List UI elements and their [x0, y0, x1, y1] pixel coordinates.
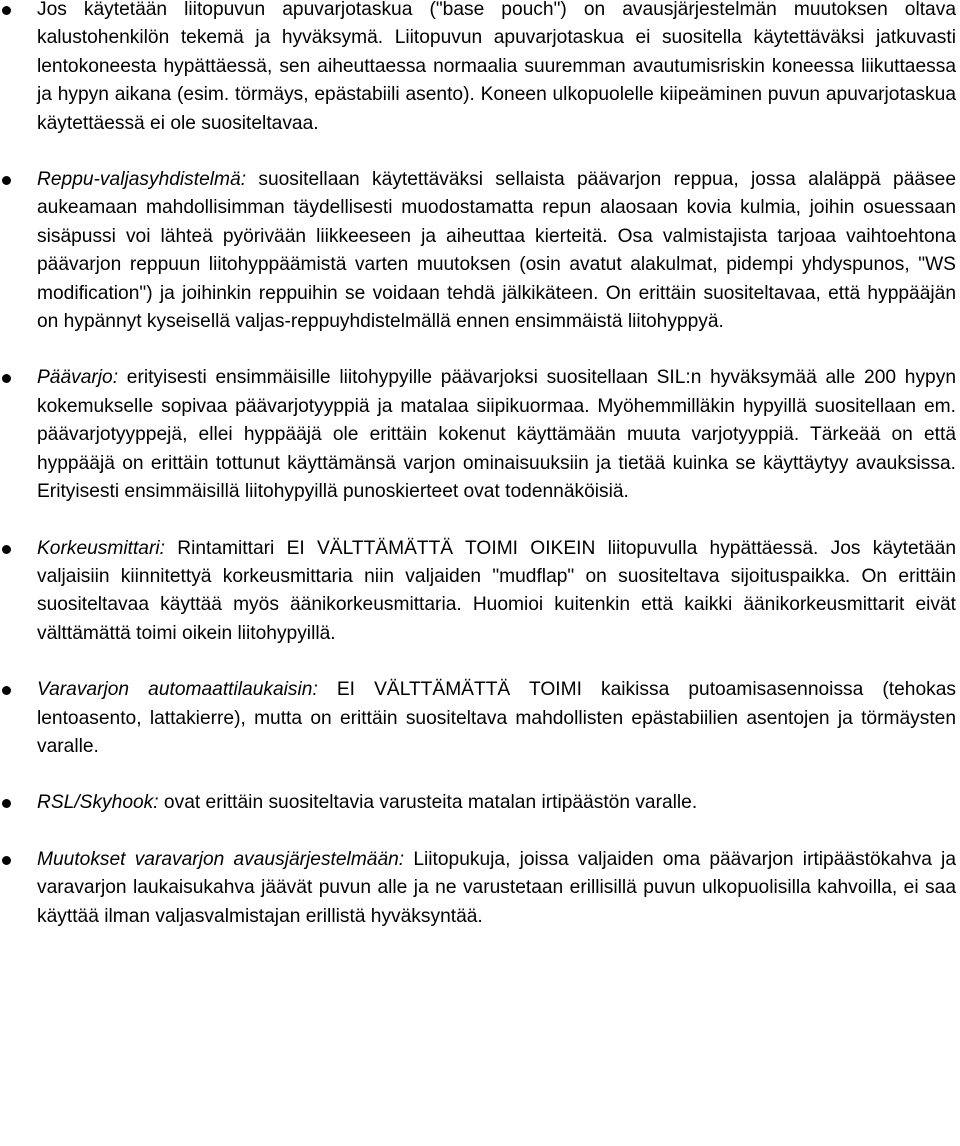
item-text: suositellaan käytettäväksi sellaista päävarjon reppua, jossa alaläppä pääsee aukeamaan mahdollisimman täydellisesti muodostamatta repun alaosaan kovia kulmia, joihin osuessaan sisäpussi voi lähteä pyörivään liikkeeseen ja aiheuttaa kierteitä. Osa valmistajista tarjoaa vaihtoehtona päävarjon reppuun liitohyppäämistä varten muutoksen (osin avatut alakulmat, pidempi yhdyspunos, "WS modification") ja joihinkin reppuihin se voidaan tehdä jälkikäteen. On erittäin suositeltavaa, että hyppääjän on hypännyt kyseisellä valjas-reppuyhdistelmällä ennen ensimmäistä liitohyppyä.: [37, 169, 956, 333]
item-label: Varavarjon automaattilaukaisin:: [37, 679, 318, 701]
item-text: Liitopukuja, joissa valjaiden oma päävarjon irtipäästökahva ja varavarjon laukaisukahva jäävät puvun alle ja ne varustetaan erillisillä puvun ulkopuolisilla kahvoilla, ei saa käyttää ilman valjasvalmistajan erillistä hyväksyntää.: [37, 848, 956, 927]
item-text: Rintamittari EI VÄLTTÄMÄTTÄ TOIMI OIKEIN liitopuvulla hypättäessä. Jos käytetään valjaisiin kiinnitettyä korkeusmittaria niin valjaiden "mudflap" on suositeltava sijoituspaikka. On erittäin suositeltavaa käyttää myös äänikorkeusmittaria. Huomioi kuitenkin että kaikki äänikorkeusmittarit eivät välttämättä toimi oikein liitohypyillä.: [37, 537, 956, 644]
item-text: erityisesti ensimmäisille liitohypyille päävarjoksi suositellaan SIL:n hyväksymää alle 200 hypyn kokemukselle sopivaa päävarjotyyppiä ja matalaa siipikuormaa. Myöhemmilläkin hypyillä suositellaan em. päävarjotyyppejä, ellei hyppääjä ole erittäin kokenut käyttämään muuta varjotyyppiä. Tärkeää on että hyppääjä on erittäin tottunut käyttämänsä varjon ominaisuuksiin ja tietää kuinka se käyttäytyy avauksissa. Erityisesti ensimmäisillä liitohypyillä punoskierteet ovat todennäköisiä.: [37, 367, 956, 503]
list-item: [0, 535, 960, 649]
bullet-icon: [2, 374, 11, 383]
list-item: [0, 364, 960, 506]
item-text: ovat erittäin suositeltavia varusteita matalan irtipäästön varalle.: [158, 792, 698, 814]
bullet-icon: [2, 799, 11, 808]
list-item: [0, 789, 960, 817]
item-label: RSL/Skyhook:: [37, 792, 159, 814]
item-label: Reppu-valjasyhdistelmä:: [37, 169, 247, 191]
list-item: [0, 846, 960, 931]
item-label: Muutokset varavarjon avausjärjestelmään:: [37, 848, 405, 870]
bullet-icon: [2, 176, 11, 185]
bullet-icon: [2, 686, 11, 695]
item-text: EI VÄLTTÄMÄTTÄ TOIMI kaikissa putoamisasennoissa (tehokas lentoasento, lattakierre), mutta on erittäin suositeltava mahdollisten epästabiilien asentojen ja törmäysten varalle.: [37, 679, 957, 757]
bullet-icon: [2, 545, 11, 554]
list-item: [0, 0, 960, 138]
item-label: Korkeusmittari:: [37, 537, 165, 559]
list-item: [0, 166, 960, 336]
bullet-icon: [2, 856, 11, 865]
item-label: Päävarjo:: [37, 367, 119, 389]
bullet-icon: [2, 6, 11, 15]
list-item: [0, 676, 960, 761]
item-text: Jos käytetään liitopuvun apuvarjotaskua ("base pouch") on avausjärjestelmän muutoksen oltava kalustohenkilön tekemä ja hyväksymä. Liitopuvun apuvarjotaskua ei suositella käytettäväksi jatkuvasti lentokoneesta hypättäessä, sen aiheuttaessa normaalia suuremman avautumisriskin koneessa liikuttaessa ja hypyn aikana (esim. törmäys, epästabiili asento). Koneen ulkopuolelle kiipeäminen puvun apuvarjotaskua käytettäessä ei ole suositeltavaa.: [37, 0, 956, 134]
